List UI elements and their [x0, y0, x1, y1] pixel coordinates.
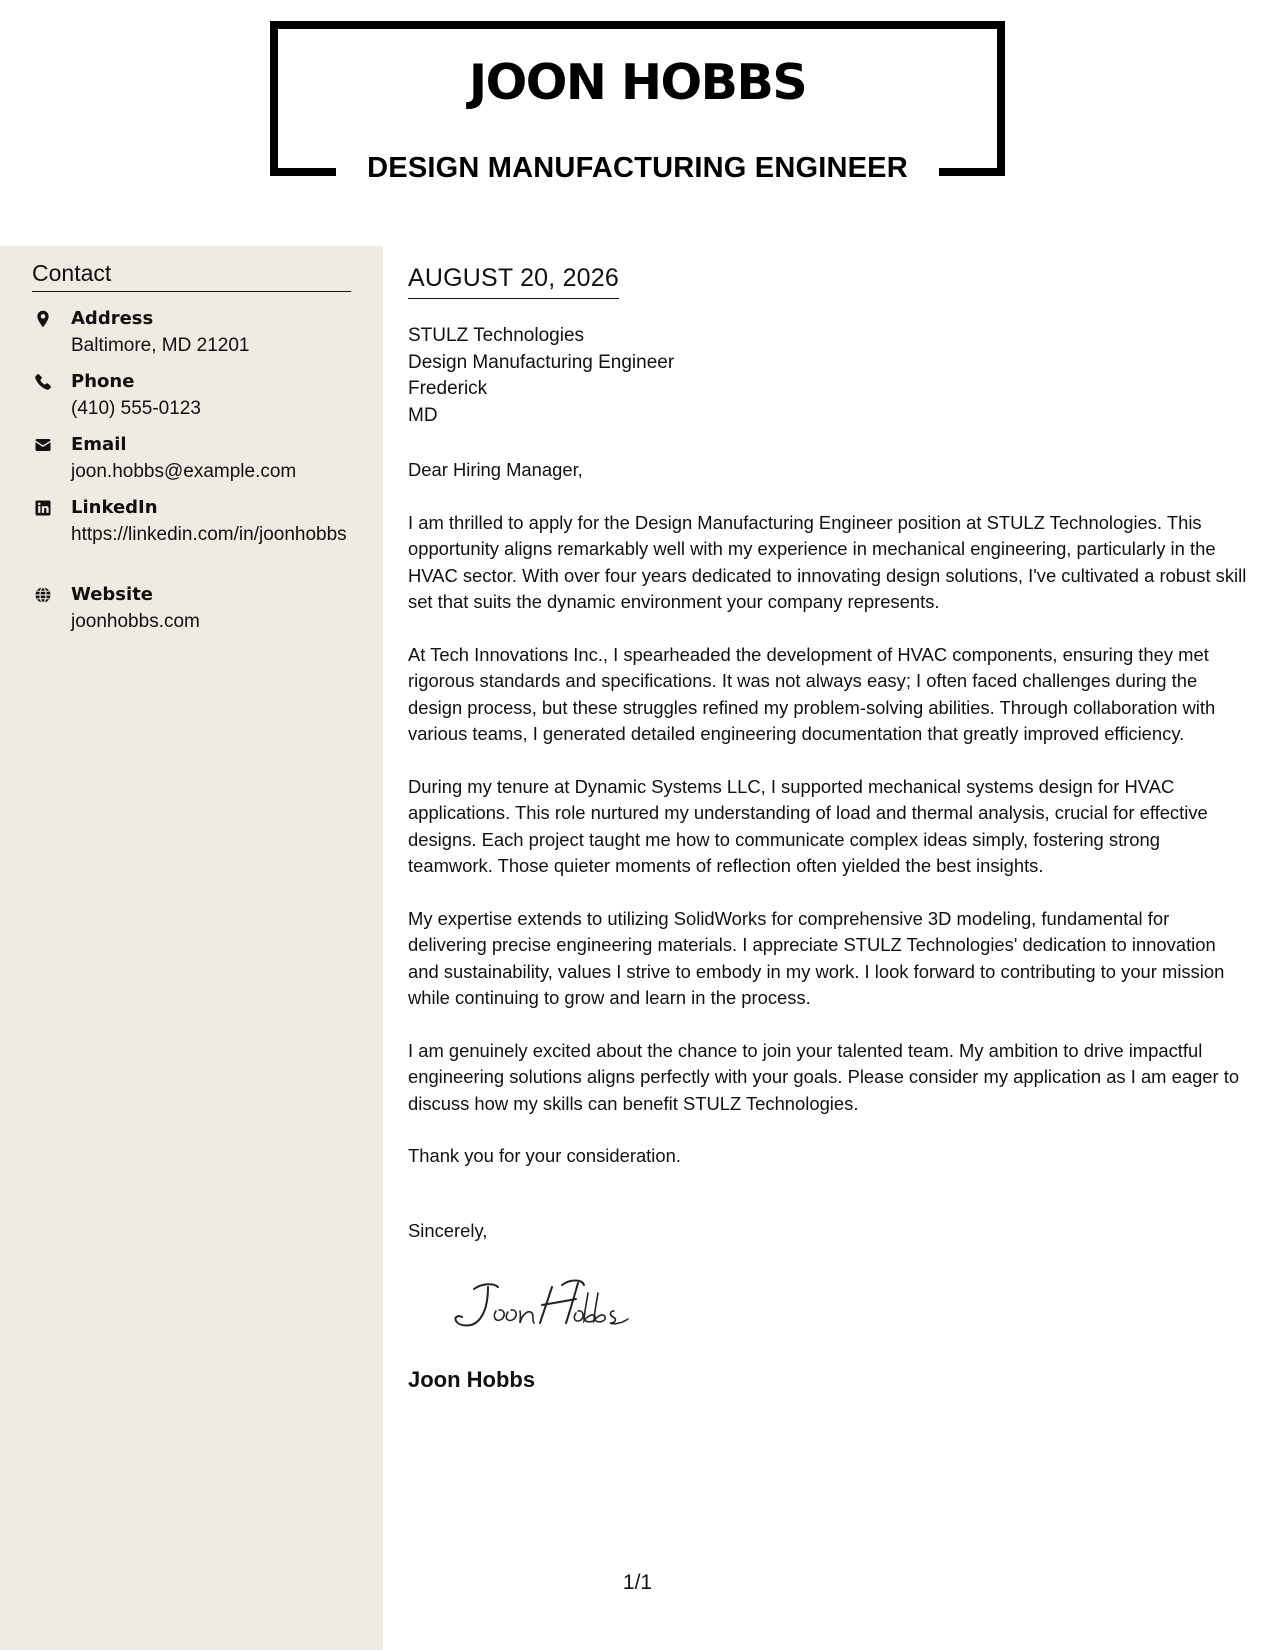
- applicant-name: JOON HOBBS: [468, 54, 807, 111]
- signer-name: Joon Hobbs: [408, 1367, 536, 1392]
- recipient-state: MD: [408, 404, 438, 426]
- contact-label: Email: [71, 434, 127, 455]
- contact-sidebar: [0, 246, 383, 1650]
- globe-icon: [34, 586, 52, 604]
- recipient-company: STULZ Technologies: [408, 325, 585, 346]
- salutation: Dear Hiring Manager,: [408, 459, 583, 480]
- linkedin-icon: [34, 499, 52, 517]
- job-title: DESIGN MANUFACTURING ENGINEER: [367, 152, 908, 184]
- contact-value: Baltimore, MD 21201: [71, 335, 250, 356]
- thank-you-line: Thank you for your consideration.: [408, 1145, 681, 1166]
- body-paragraph: I am genuinely excited about the chance to join your talented team. My ambition to drive impactful engineering solutions aligns perfectly with your goals. Please consider my application as I am eager to discuss how my skills can benefit STULZ Technologies.: [408, 1039, 1240, 1114]
- letter-date: AUGUST 20, 2026: [408, 266, 619, 299]
- contact-value[interactable]: joonhobbs.com: [71, 611, 200, 632]
- envelope-icon: [34, 436, 52, 454]
- recipient-city: Frederick: [408, 378, 488, 399]
- contact-label: Address: [71, 308, 154, 329]
- contact-label: Phone: [71, 371, 135, 392]
- body-paragraph: I am thrilled to apply for the Design Manufacturing Engineer position at STULZ Technologies. This opportunity aligns remarkably well with my experience in mechanical engineering, particularly in the HVAC sector. With over four years dedicated to innovating design solutions, I've cultivated a robust skill set that suits the dynamic environment your company represents.: [408, 511, 1247, 612]
- contact-label: LinkedIn: [71, 497, 158, 518]
- recipient-block: [408, 323, 674, 429]
- handwritten-signature: [444, 1275, 634, 1333]
- recipient-position: Design Manufacturing Engineer: [408, 351, 675, 373]
- body-paragraph: My expertise extends to utilizing SolidWorks for comprehensive 3D modeling, fundamental for delivering precise engineering materials. I appreciate STULZ Technologies' dedication to innovation and sustainability, values I strive to embody in my work. I look forward to contributing to your mission while continuing to grow and learn in the process.: [408, 907, 1225, 1008]
- contact-value: (410) 555-0123: [71, 398, 201, 419]
- map-pin-icon: [34, 310, 52, 328]
- contact-value: joon.hobbs@example.com: [71, 461, 297, 482]
- contact-label: Website: [71, 584, 154, 605]
- contact-heading: Contact: [32, 262, 351, 292]
- letter-body: [408, 457, 1248, 1196]
- page-number: 1/1: [622, 1571, 653, 1594]
- body-paragraph: At Tech Innovations Inc., I spearheaded the development of HVAC components, ensuring they met rigorous standards and specifications. It was not always easy; I often faced challenges during the design process, but these struggles refined my problem-solving abilities. Through collaboration with various teams, I generated detailed engineering documentation that greatly improved efficiency.: [408, 643, 1216, 744]
- closing: Sincerely,: [408, 1220, 488, 1241]
- body-paragraph: During my tenure at Dynamic Systems LLC, I supported mechanical systems design for HVAC applications. This role nurtured my understanding of load and thermal analysis, crucial for effective designs. Each project taught me how to communicate complex ideas simply, fostering strong teamwork. Those quieter moments of reflection often yielded the best insights.: [408, 775, 1208, 876]
- contact-value[interactable]: https://linkedin.com/in/joonhobbs: [71, 524, 347, 545]
- phone-icon: [34, 373, 52, 391]
